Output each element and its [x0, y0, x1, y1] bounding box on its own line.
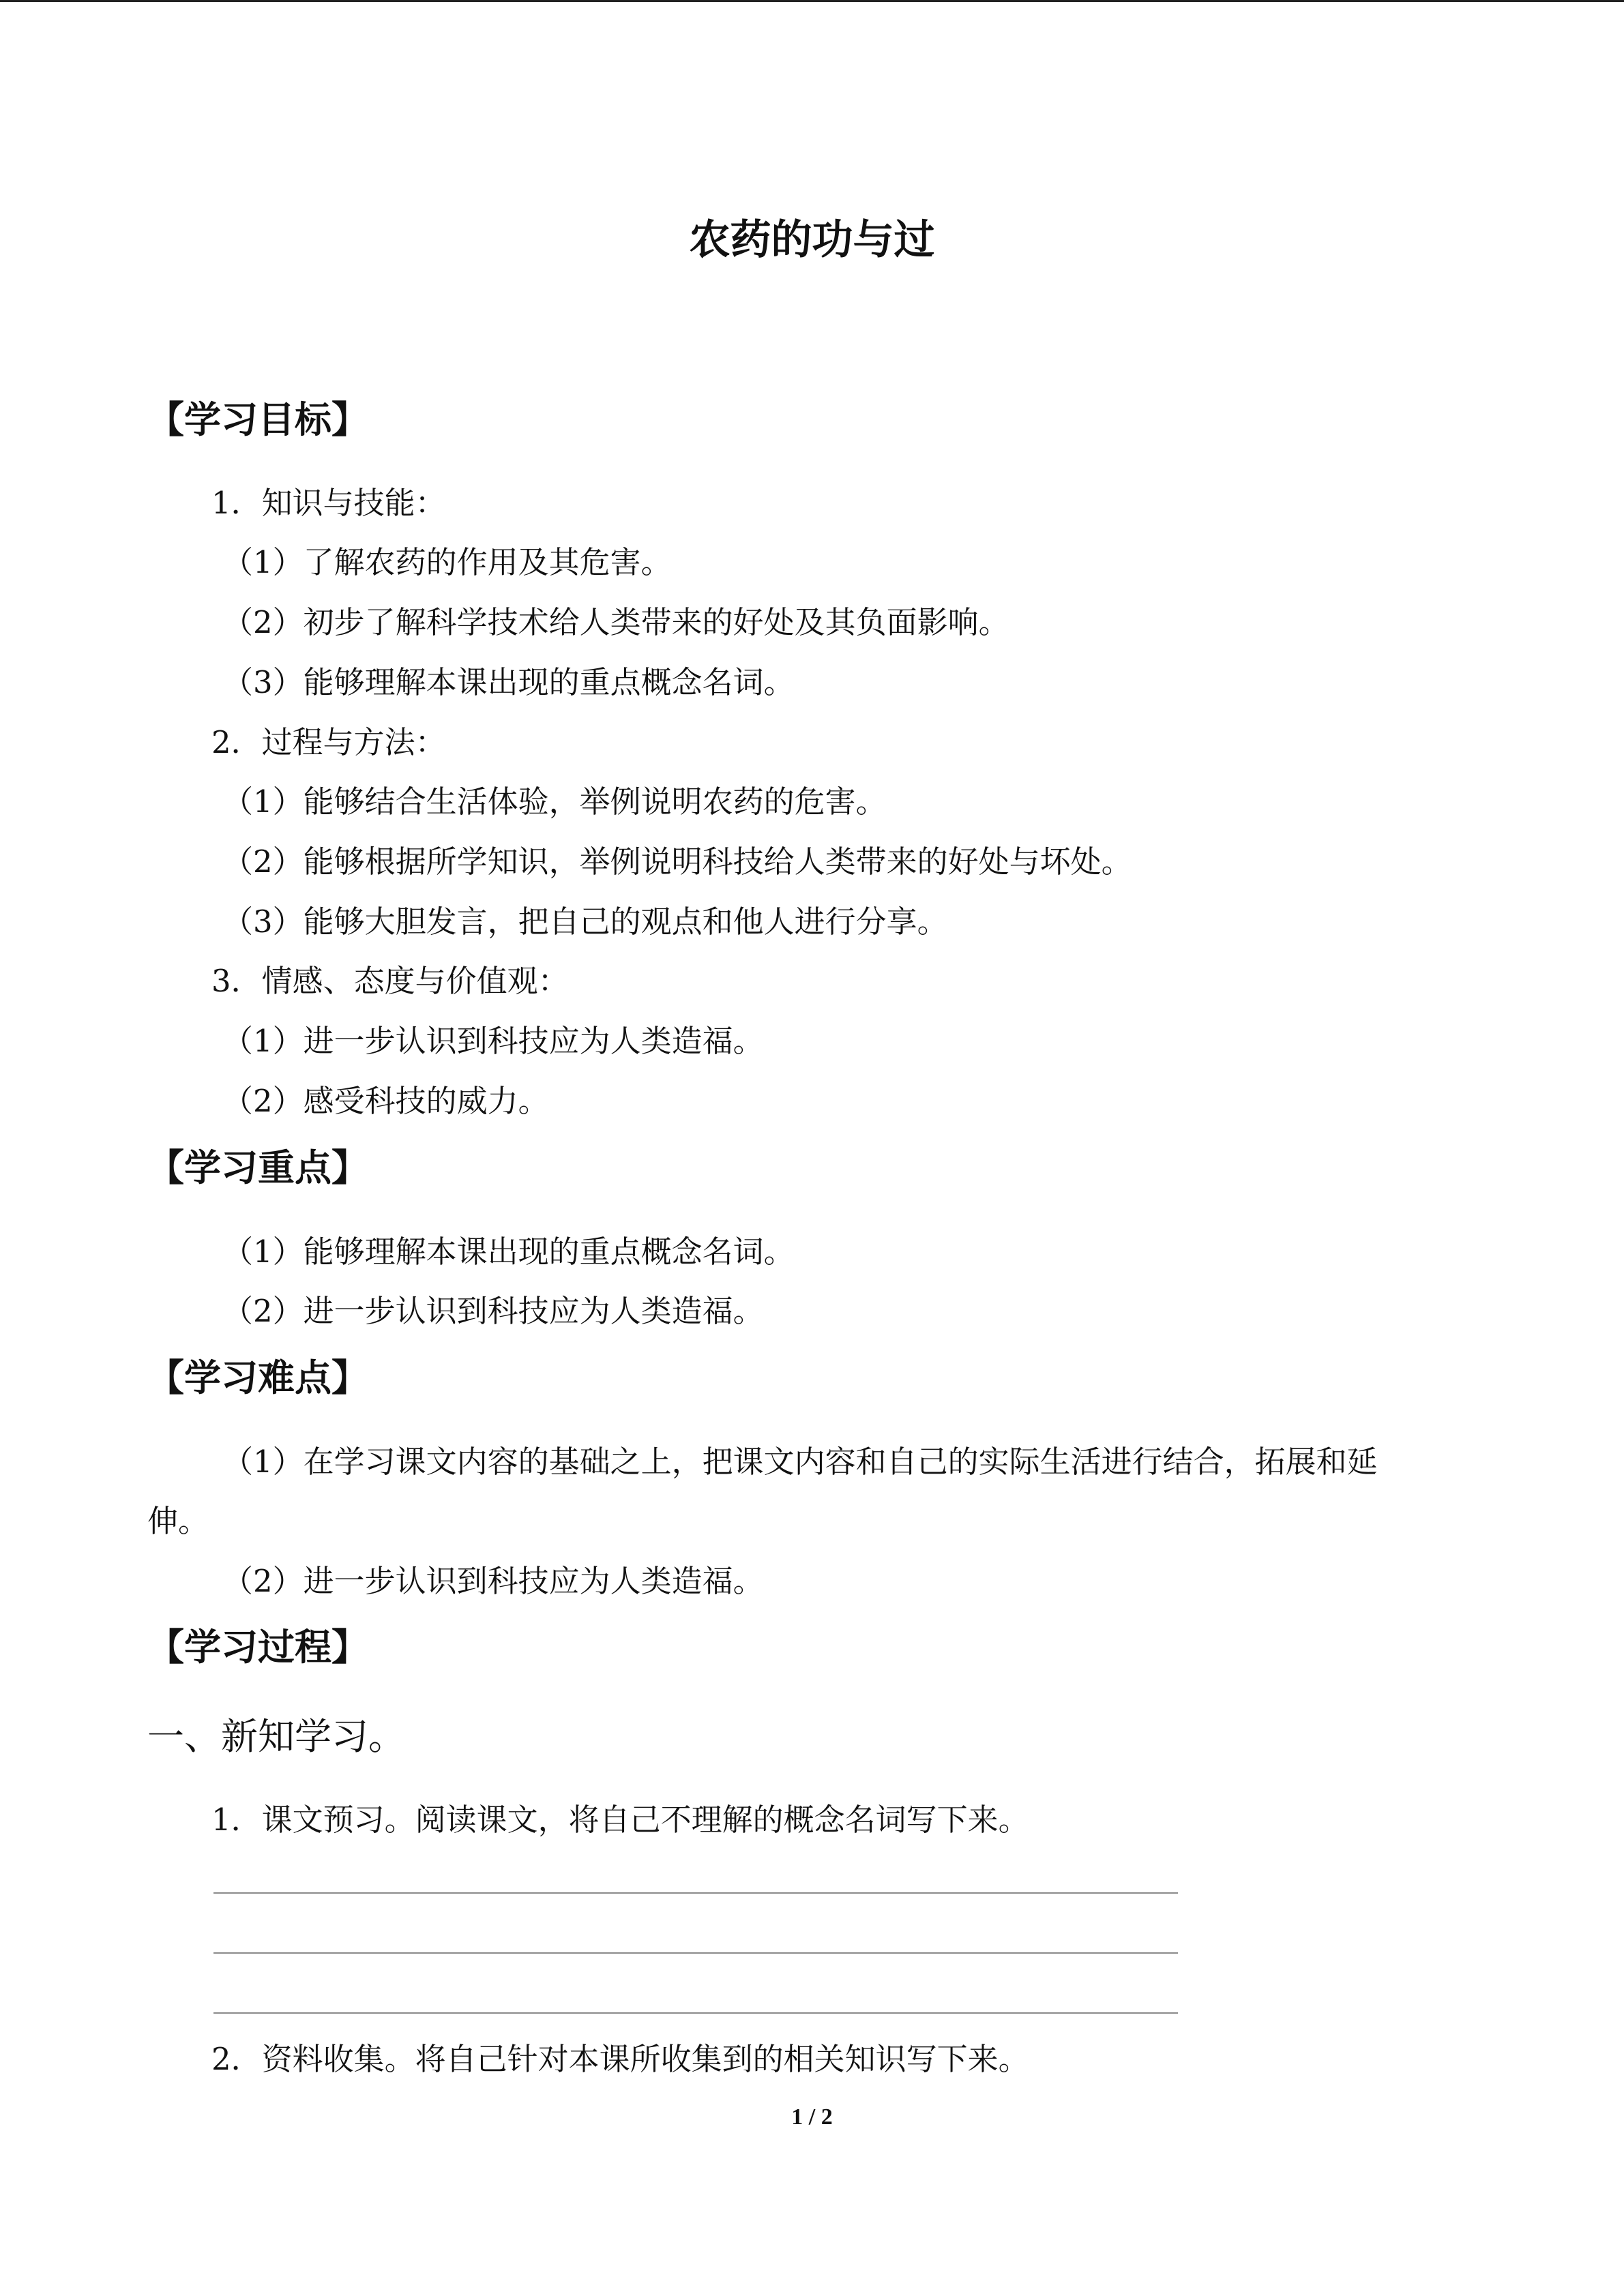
- answer-line[interactable]: [213, 1952, 1178, 1954]
- goals-item: （1）了解农药的作用及其危害。: [222, 544, 672, 580]
- difficulties-heading: 【学习难点】: [147, 1356, 368, 1399]
- process-section-title: 一、新知学习。: [147, 1715, 405, 1758]
- process-task-2: 2．资料收集。将自己针对本课所收集到的相关知识写下来。: [211, 2041, 1029, 2077]
- goals-item: 3．情感、态度与价值观：: [211, 963, 569, 999]
- goals-item: （2）能够根据所学知识，举例说明科技给人类带来的好处与坏处。: [222, 844, 1132, 880]
- goals-item: （3）能够理解本课出现的重点概念名词。: [222, 664, 795, 700]
- keypoints-item: （2）进一步认识到科技应为人类造福。: [222, 1293, 764, 1329]
- goals-heading: 【学习目标】: [147, 398, 368, 441]
- answer-line[interactable]: [213, 1892, 1178, 1894]
- keypoints-item: （1）能够理解本课出现的重点概念名词。: [222, 1234, 795, 1270]
- difficulties-item-continuation: 伸。: [147, 1503, 209, 1539]
- goals-item: （2）初步了解科学技术给人类带来的好处及其负面影响。: [222, 604, 1009, 640]
- difficulties-item: （2）进一步认识到科技应为人类造福。: [222, 1563, 764, 1599]
- process-heading: 【学习过程】: [147, 1625, 368, 1669]
- process-task-1: 1．课文预习。阅读课文，将自己不理解的概念名词写下来。: [211, 1802, 1029, 1838]
- goals-item: （1）进一步认识到科技应为人类造福。: [222, 1023, 764, 1059]
- top-border-line: [0, 0, 1624, 2]
- goals-item: （3）能够大胆发言，把自己的观点和他人进行分享。: [222, 904, 948, 940]
- page-title: 农药的功与过: [689, 216, 935, 264]
- difficulties-item: （1）在学习课文内容的基础之上，把课文内容和自己的实际生活进行结合，拓展和延: [222, 1444, 1378, 1480]
- goals-item: 2．过程与方法：: [211, 724, 446, 760]
- goals-item: 1．知识与技能：: [211, 485, 446, 521]
- page-number: 1 / 2: [791, 2104, 833, 2130]
- keypoints-heading: 【学习重点】: [147, 1146, 368, 1189]
- goals-item: （1）能够结合生活体验，举例说明农药的危害。: [222, 784, 887, 820]
- goals-item: （2）感受科技的威力。: [222, 1083, 549, 1119]
- answer-line[interactable]: [213, 2012, 1178, 2014]
